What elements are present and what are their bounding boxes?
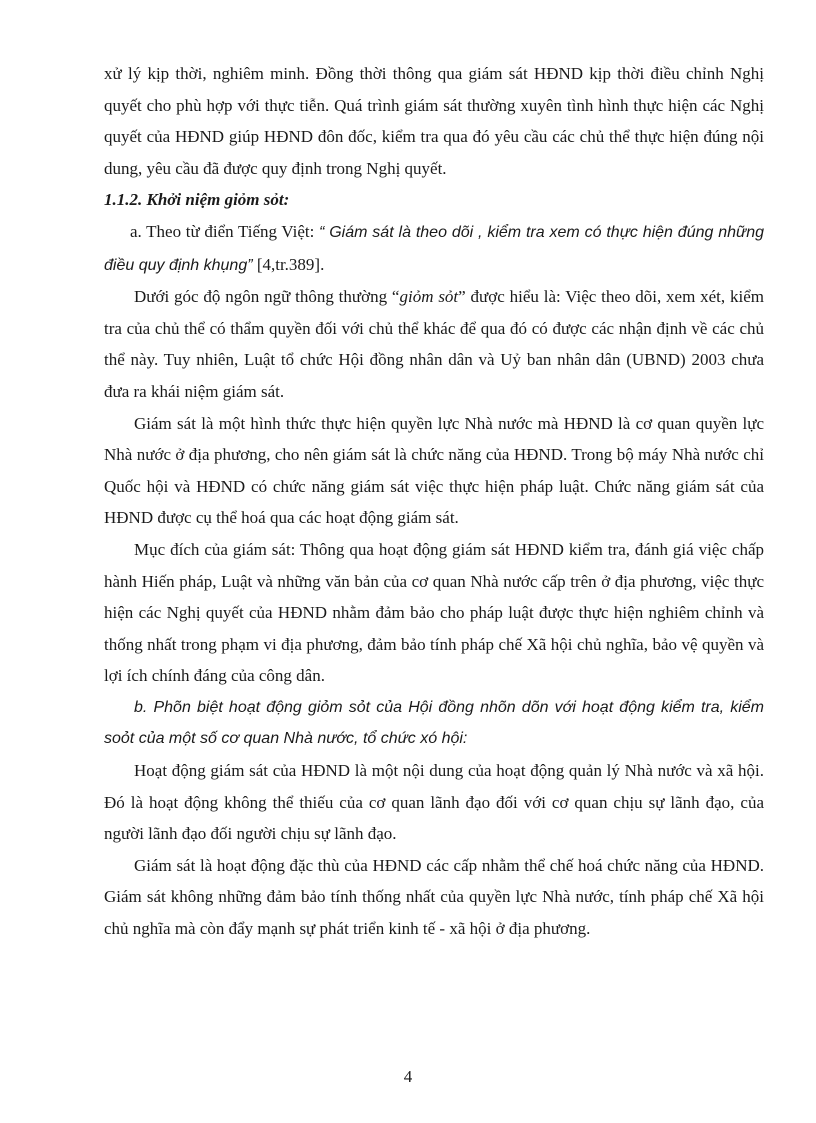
paragraph-supervision-results: xử lý kịp thời, nghiêm minh. Đồng thời thông qua giám sát HĐND kịp thời điều chỉnh Nghị quyết cho phù hợp với thực tiễn. Quá trình giám sát thường xuyên tình hình thực hiện các Nghị quyết của HĐND giúp HĐND đôn đốc, kiểm tra qua đó yêu cầu các chủ thể thực hiện đúng nội dung, yêu cầu đã được quy định trong Nghị quyết.: [104, 64, 764, 178]
paragraph-dictionary-definition: [104, 216, 764, 281]
section-heading-text: 1.1.2. Khởi niệm giỏm sỏt:: [104, 190, 290, 210]
subsection-heading-b: b. Phõn biệt hoạt động giỏm sỏt của Hội đồng nhõn dõn với hoạt động kiểm tra, kiểm soỏt của một số cơ quan Nhà nước, tổ chức xó hội:: [104, 698, 764, 748]
section-heading: [104, 184, 764, 216]
paragraph-supervision-purpose: Mục đích của giám sát: Thông qua hoạt động giám sát HĐND kiểm tra, đánh giá việc chấp hành Hiến pháp, Luật và những văn bản của cơ quan Nhà nước cấp trên ở địa phương, việc thực hiện các Nghị quyết của HĐND nhằm đảm bảo cho pháp luật được thực hiện nghiêm chỉnh và thống nhất trong phạm vi địa phương, đảm bảo tính pháp chế Xã hội chủ nghĩa, bảo vệ quyền và lợi ích chính đáng của công dân.: [104, 539, 764, 686]
page-number: 4: [403, 1067, 413, 1086]
paragraph-common-language: [104, 281, 764, 407]
page-body: [104, 58, 764, 945]
paragraph-specific-activity: Giám sát là hoạt động đặc thù của HĐND các cấp nhằm thể chế hoá chức năng của HĐND. Giám sát không những đảm bảo tính thống nhất của quyền lực Nhà nước, tính pháp chế Xã hội chủ nghĩa mà còn đẩy mạnh sự phát triển kinh tế - xã hội ở địa phương.: [104, 855, 764, 939]
common-language-rest: ” được hiểu là: Việc theo dõi, xem xét, kiểm tra của chủ thể có thẩm quyền đối với chủ thể khác để qua đó có được các nhận định về các chủ thể này. Tuy nhiên, Luật tổ chức Hội đồng nhân dân và Uỷ ban nhân dân (UBND) 2003 chưa đưa ra khái niệm giám sát.: [104, 287, 764, 401]
definition-quote: “ Giám sát là theo dõi , kiểm tra xem có thực hiện đúng những điều quy định khụng”: [104, 223, 764, 274]
citation: [4,tr.389].: [252, 254, 325, 274]
common-language-prefix: Dưới góc độ ngôn ngữ thông thường “: [134, 287, 400, 307]
paragraph-supervision-form: Giám sát là một hình thức thực hiện quyền lực Nhà nước mà HĐND là cơ quan quyền lực Nhà nước ở địa phương, cho nên giám sát là chức năng của HĐND. Trong bộ máy Nhà nước chỉ Quốc hội và HĐND có chức năng giám sát việc thực hiện pháp luật. Chức năng giám sát của HĐND được cụ thể hoá qua các hoạt động giám sát.: [104, 413, 764, 528]
term-italic: giỏm sỏt: [399, 287, 459, 307]
paragraph-management-activity: Hoạt động giám sát của HĐND là một nội dung của hoạt động quản lý Nhà nước và xã hội. Đó là hoạt động không thể thiếu của cơ quan lãnh đạo đối với cơ quan chịu sự lãnh đạo, của người lãnh đạo đối người chịu sự lãnh đạo.: [104, 761, 764, 844]
definition-prefix: a. Theo từ điển Tiếng Việt:: [130, 221, 320, 241]
